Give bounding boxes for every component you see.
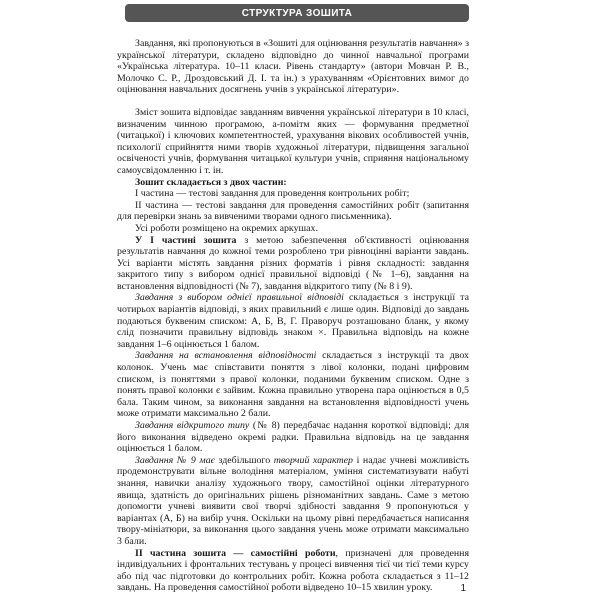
open-type-text: (№ 8) передбачає надання короткої відповіді; для його виконання відведено окремі радки. Правильна відповідь на це завдання оцінюється 1 балом.	[117, 420, 469, 455]
paragraph-intro: Завдання, які пропонуються в «Зошиті для оцінювання результатів навчання» з української літератури, складено відповідно до чинної навчальної програми «Українська література. 10–11 класи. Рівень стандарту» (автори Мовчан Р. В., Молочко С. Р., Дроздовський Д. І. та ін.) з урахуванням «Орієнтовних вимог до оцінювання навчальних досягнень учнів з української літератури».	[117, 38, 469, 96]
paragraph-open-type	[117, 420, 469, 455]
matching-lead: Завдання на встановлення відповідності	[135, 350, 317, 362]
task-nine-text: і надає учневі можливість продемонструвати вільне володіння матеріалом, уміння систематизувати набуті знання, навички аналізу художнього твору, самостійної оцінки літературного явища, здатність до оригінальних рішень різноманітних завдань. Саме з метою допомогти учневі виявити свої творчі здібності завдання 9 пропонуються у варіантах (А, Б) на вибір учня. Оскільки на цьому рівні передбачається написання твору-мініатюри, за виконання цього завдання учень може отримати максимально 3 бали.	[117, 454, 469, 547]
task-nine-lead: Завдання № 9 має	[135, 454, 215, 466]
paragraph-part-two: ІІ частина — тестові завдання для проведення самостійних робіт (запитання для перевірки знань за вивченими творами одного письменника).	[117, 199, 469, 223]
section-title: СТРУКТУРА ЗОШИТА	[241, 7, 353, 19]
section-header-bar	[125, 4, 469, 22]
paragraph-task-nine	[117, 455, 469, 548]
page-number: 1	[460, 583, 466, 594]
paragraph-parts-heading: Зошит складається з двох частин:	[135, 176, 287, 188]
paragraph-part-one-details	[117, 235, 469, 293]
paragraph-part-two-details	[117, 548, 469, 594]
task-nine-creative: творчий характер	[273, 454, 353, 466]
single-choice-text: складається з інструкції та чотирьох варіантів відповіді, з яких правильний є лише один. Відповіді до завдань подаються буквеним списком: А, Б, В, Г. Праворуч розташовано бланк, у якому слід позначити правильну відповідь знаком ×. Правильна відповідь на кожне завдання 1–6 оцінюється 1 балом.	[117, 292, 470, 350]
part-one-lead: У І частині зошита	[135, 234, 237, 246]
single-choice-lead: Завдання з вибором однієї правильної відповіді	[135, 292, 344, 304]
part-two-text: , призначені для проведення індивідуальних і фронтальних тестувань у процесі вивчення тієї чи тієї теми курсу або під час підготовки до контрольних робіт. Кожна робота складається з 11–12 завдань. На проведення самостійної роботи відведено 10–15 хвилин уроку.	[117, 547, 469, 594]
part-two-lead: ІІ частина зошита — самостійні роботи	[135, 547, 336, 559]
open-type-lead: Завдання відкритого типу	[135, 420, 250, 431]
document-body	[117, 38, 469, 594]
paragraph-sheets: Усі роботи розміщено на окремих аркушах.	[135, 222, 318, 234]
task-nine-mid: здебільшого	[214, 454, 274, 466]
matching-text: складається з інструкції та двох колонок. Учень має співставити поняття з лівої колонки, подані цифровим списком, із поняттями з правої колонки, поданими буквеним списком. Одне з понять правої колонки є зайвим. Кожна правильно утворена пара оцінюється в 0,5 бала. Таким чином, за виконання завдання на встановлення відповідності учень може отримати максимально 2 бали.	[117, 350, 469, 420]
paragraph-part-one: І частина — тестові завдання для проведення контрольних робіт;	[135, 188, 410, 200]
paragraph-single-choice	[117, 292, 469, 350]
paragraph-content: Зміст зошита відповідає завданням вивчення української літератури в 10 класі, визначеним чинною програмою, а-помітм яких — формування предметної (читацької) і ключових компетентностей, урахування вікових особливостей учнів, психології сприйняття ними творів художньої літератури, підвищення загальної освіченості учнів, формування читацької культури учнів, сприяння національному самоусвідомленню і т. ін.	[117, 106, 469, 176]
paragraph-matching	[117, 350, 469, 420]
part-one-text: з метою забезпечення об'єктивності оцінювання результатів навчання до кожної теми розроблено три рівноцінні варіанти завдань. Усі варіанти містять завдання різних форматів і рівня складності: завдання закритого типу з вибором однієї правильної відповіді (№ 1–6), завдання на встановлення відповідності (№ 7), завдання відкритого типу (№ 8 і 9).	[117, 234, 469, 292]
